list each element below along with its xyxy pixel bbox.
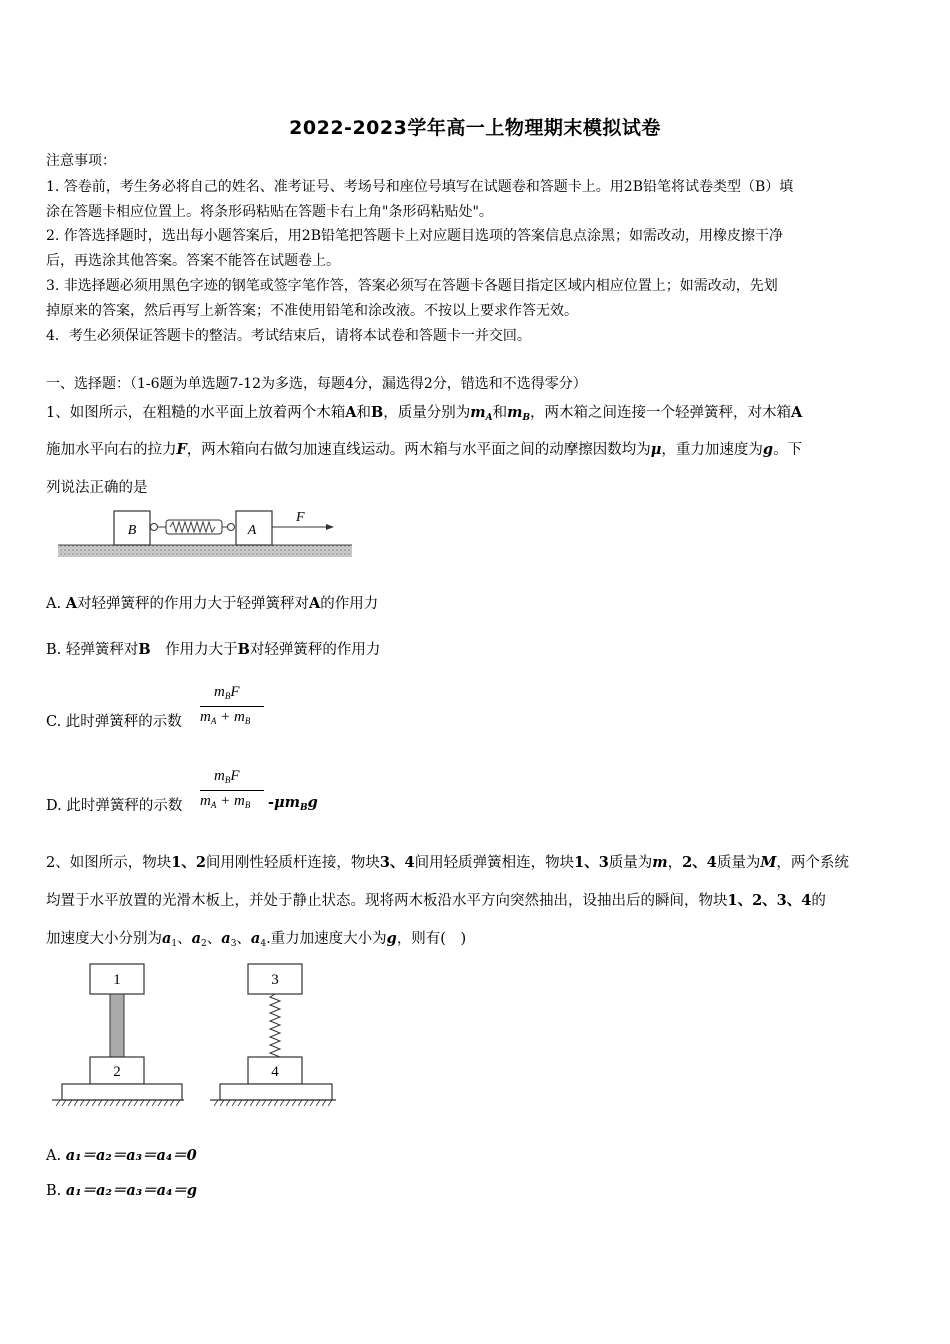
- spring: [270, 994, 280, 1063]
- q2-line-2: 均置于水平放置的光滑木板上，并处于静止状态。现将两木板沿水平方向突然抽出，设抽出后的瞬间，物块1、2、3、4的: [46, 892, 826, 909]
- q1-option-c: C. 此时弹簧秤的示数: [46, 714, 182, 730]
- notice-line-6: 掉原来的答案，然后再写上新答案；不准使用铅笔和涂改液。不按以上要求作答无效。: [46, 303, 578, 319]
- notice-line-7: 4．考生必须保证答题卡的整洁。考试结束后，请将本试卷和答题卡一并交回。: [46, 328, 531, 344]
- q2-line-1: 2、如图所示，物块1、2间用刚性轻质杆连接，物块3、4间用轻质弹簧相连，物块1、3质量为m，2、4质量为M，两个系统: [46, 854, 849, 871]
- q1-figure: [56, 505, 356, 561]
- q1-option-d-tail: $-\mu m_Bg$: [268, 794, 318, 813]
- rod-system: [52, 964, 184, 1106]
- block-3-label: 3: [271, 972, 279, 988]
- q1-option-c-fraction: $m_BF$ $m_A + m_B$: [198, 684, 268, 734]
- block-2-label: 2: [113, 1064, 121, 1080]
- box-a-label: A: [247, 523, 257, 538]
- notice-line-1: 1. 答卷前，考生务必将自己的姓名、准考证号、考场号和座位号填写在试题卷和答题卡上。用2B铅笔将试卷类型（B）填: [46, 179, 794, 195]
- q2-figure: [50, 960, 340, 1110]
- board-right: [220, 1084, 332, 1100]
- notice-line-3: 2. 作答选择题时，选出每小题答案后，用2B铅笔把答题卡上对应题目选项的答案信息点涂黑；如需改动，用橡皮擦干净: [46, 228, 783, 244]
- ground-surface: [58, 545, 352, 557]
- page-title: 2022-2023学年高一上物理期末模拟试卷: [289, 117, 661, 139]
- box-b-label: B: [127, 523, 137, 538]
- notice-line-2: 涂在答题卡相应位置上。将条形码粘贴在答题卡右上角"条形码粘贴处"。: [46, 204, 493, 220]
- force-label: F: [296, 510, 305, 525]
- block-4-label: 4: [271, 1064, 279, 1080]
- rigid-rod: [110, 994, 124, 1057]
- block-1-label: 1: [113, 972, 121, 988]
- q1-option-a: A. A对轻弹簧秤的作用力大于轻弹簧秤对A的作用力: [46, 595, 379, 612]
- q1-option-d: D. 此时弹簧秤的示数: [46, 798, 183, 814]
- board-left: [62, 1084, 182, 1100]
- q1-option-b: B. 轻弹簧秤对B 作用力大于B对轻弹簧秤的作用力: [46, 641, 381, 658]
- q1-line-1: 1、如图所示，在粗糙的水平面上放着两个木箱A和B，质量分别为$m_A$和$m_B$，两木箱之间连接一个轻弹簧秤，对木箱A: [46, 404, 803, 423]
- spring-scale: [151, 520, 235, 534]
- notice-heading: 注意事项：: [46, 153, 116, 169]
- spring-system: [210, 964, 336, 1106]
- q2-option-a: A. a₁＝a₂＝a₃＝a₄＝0: [46, 1147, 197, 1164]
- q1-option-d-fraction: $m_BF$ $m_A + m_B$: [198, 768, 268, 818]
- notice-line-4: 后，再选涂其他答案。答案不能答在试题卷上。: [46, 253, 340, 269]
- q1-line-2: 施加水平向右的拉力F，两木箱向右做匀加速直线运动。两木箱与水平面之间的动摩擦因数均为μ，重力加速度为g。下: [46, 441, 803, 458]
- q2-line-3: 加速度大小分别为$a_1$、$a_2$、$a_3$、$a_4$.重力加速度大小为g，则有( ): [46, 930, 467, 949]
- section-heading: 一、选择题：（1-6题为单选题7-12为多选，每题4分，漏选得2分，错选和不选得零分）: [46, 376, 587, 392]
- q1-line-3: 列说法正确的是: [46, 480, 148, 496]
- q2-option-b: B. a₁＝a₂＝a₃＝a₄＝g: [46, 1182, 197, 1199]
- notice-line-5: 3. 非选择题必须用黑色字迹的钢笔或签字笔作答，答案必须写在答题卡各题目指定区域内相应位置上；如需改动，先划: [46, 278, 778, 294]
